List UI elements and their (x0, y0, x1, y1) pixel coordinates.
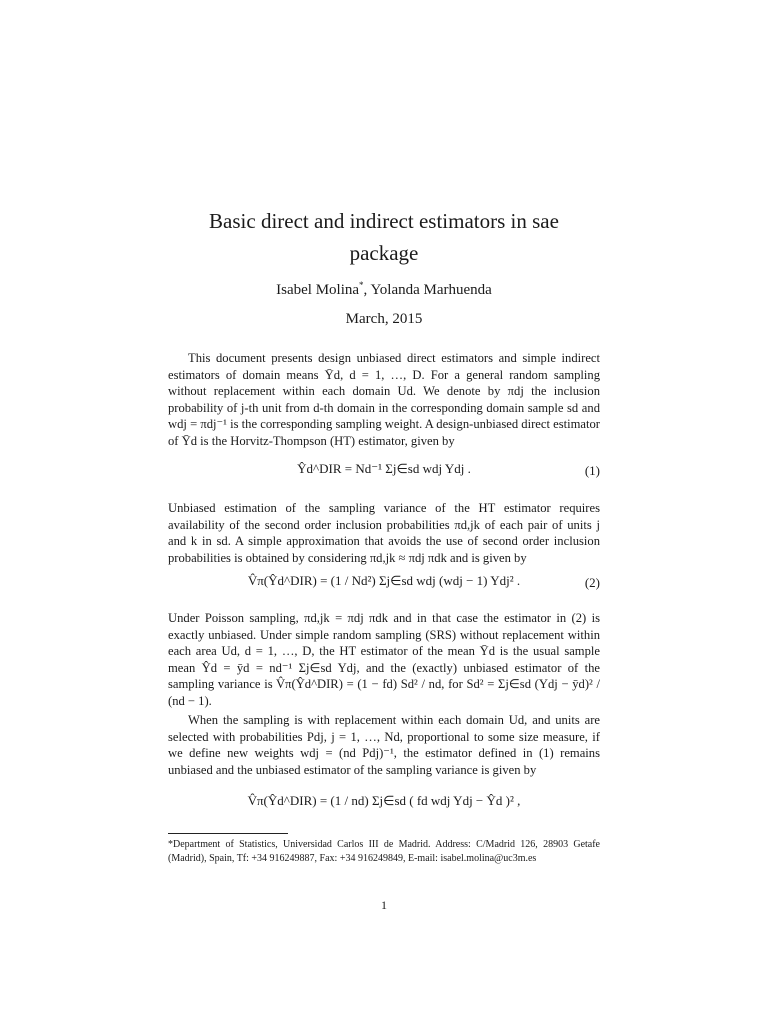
paragraph-1: This document presents design unbiased direct estimators and simple indirect estimators of domain means Ȳd, d = 1, …, D. For a general random sampling without replacement within each domain Ud. We denote by πdj the inclusion probability of j-th unit from d-th domain in the corresponding domain sample sd and wdj = πdj⁻¹ is the corresponding sampling weight. A design-unbiased direct estimator of Ȳd is the Horvitz-Thompson (HT) estimator, given by (168, 351, 600, 448)
equation-1 (168, 453, 600, 493)
author-name-1: Isabel Molina (276, 282, 360, 298)
footnote-mark: * (359, 280, 364, 290)
equation-1-number: (1) (584, 463, 600, 478)
footnote-divider (168, 833, 288, 834)
paragraph-2: Unbiased estimation of the sampling variance of the HT estimator requires availability of the second order inclusion probabilities πd,jk of each pair of units j and k in sd. A simple approximation that avoids the use of second order inclusion probabilities is obtained by considering πd,jk ≈ πdj πdk and is given by (168, 501, 600, 565)
footnote-affiliation: *Department of Statistics, Universidad Carlos III de Madrid. Address: C/Madrid 126, 28903 Getafe (Madrid), Spain, Tf: +34 916249887, Fax: +34 916249849, E-mail: isabel.molina@uc3m.es (168, 839, 600, 864)
page-number: 1 (381, 898, 387, 912)
equation-3-body: V̂π(Ŷd^DIR) = (1 / nd) Σj∈sd ( fd wdj Ydj − Ŷd )² , (247, 793, 521, 808)
equation-1-body: Ŷd^DIR = Nd⁻¹ Σj∈sd wdj Ydj . (297, 461, 471, 476)
equation-2-body: V̂π(Ŷd^DIR) = (1 / Nd²) Σj∈sd wdj (wdj − 1) Ydj² . (247, 573, 521, 588)
author-list (0, 280, 768, 299)
title-line-2: package (349, 241, 419, 265)
author-name-2: , Yolanda Marhuenda (363, 282, 492, 298)
equation-3 (168, 785, 600, 825)
publication-date: March, 2015 (345, 311, 423, 327)
paragraph-3: Under Poisson sampling, πd,jk = πdj πdk and in that case the estimator in (2) is exactly unbiased. Under simple random sampling (SRS) without replacement within each area Ud, d = 1, …, D, the HT estimator of the mean Ȳd is the usual sample mean Ŷd = ȳd = nd⁻¹ Σj∈sd Ydj, and the (exactly) unbiased estimator of the sampling variance is V̂π(Ŷd^DIR) = (1 − fd) Sd² / nd, for Sd² = Σj∈sd (Ydj − ȳd)² / (nd − 1). (168, 611, 600, 708)
equation-2 (168, 565, 600, 605)
title-line-1: Basic direct and indirect estimators in sae (209, 209, 559, 233)
equation-2-number: (2) (584, 575, 600, 590)
paper-title (150, 205, 618, 269)
paragraph-4: When the sampling is with replacement within each domain Ud, and units are selected with probabilities Pdj, j = 1, …, Nd, proportional to some size measure, if we define new weights wdj = (nd Pdj)⁻¹, the estimator defined in (1) remains unbiased and the unbiased estimator of the sampling variance is given by (168, 713, 600, 777)
